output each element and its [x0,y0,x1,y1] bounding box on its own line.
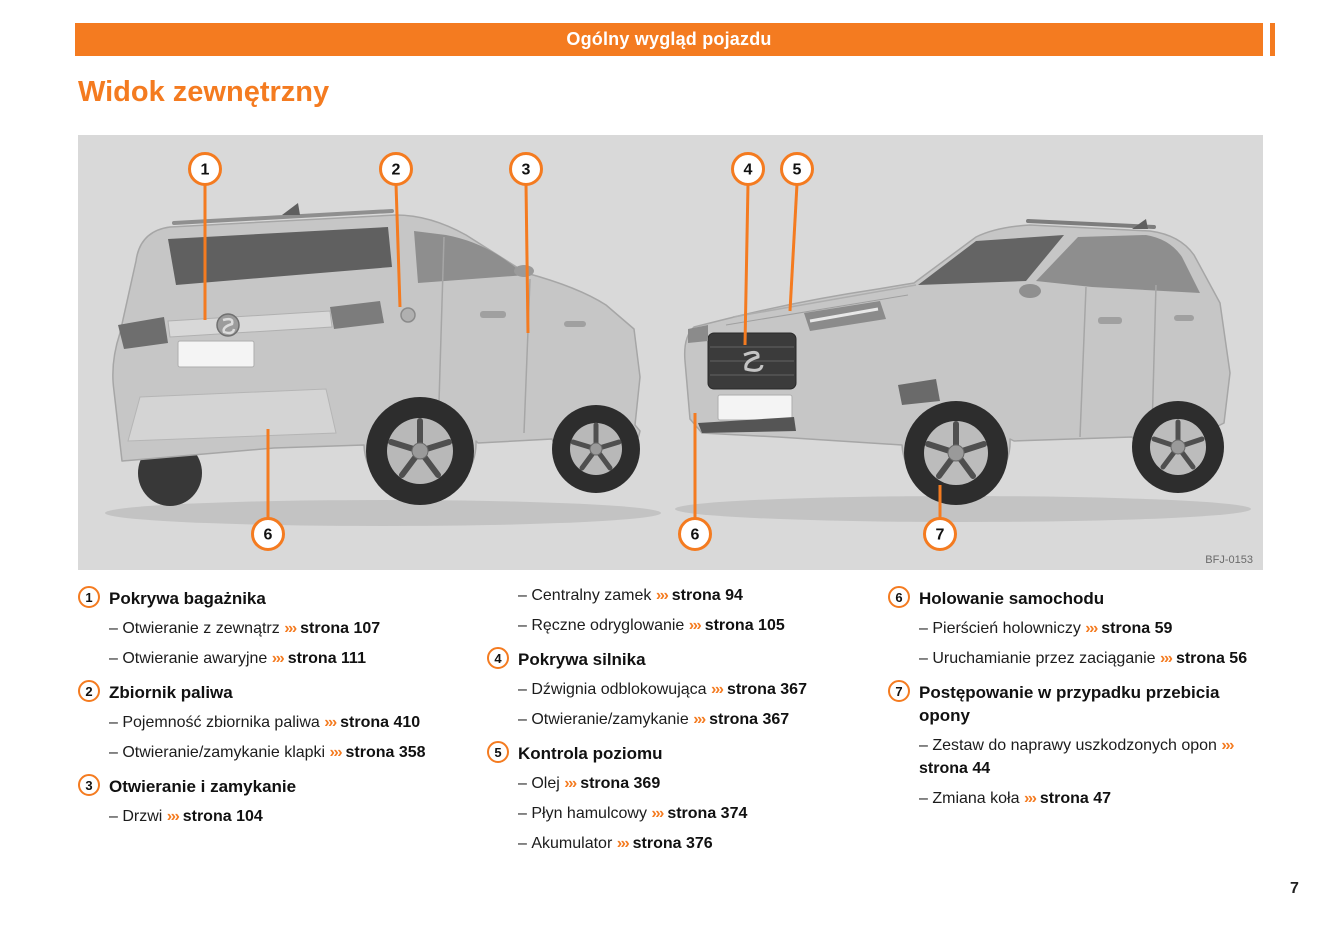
legend-sub-item [78,617,450,640]
legend-item-title: Holowanie samochodu [919,589,1105,608]
chevron-ref-icon: ››› [651,805,663,822]
legend-item-title: Pokrywa bagażnika [109,589,266,608]
section-title: Widok zewnętrzny [78,76,330,108]
chevron-ref-icon: ››› [324,714,336,731]
legend-item [487,647,853,671]
legend-item-number: 3 [78,774,100,796]
dash-bullet: – [919,620,933,637]
dash-bullet: – [109,650,123,667]
chevron-ref-icon: ››› [616,835,629,852]
dash-bullet: – [518,835,532,852]
dash-bullet: – [518,587,532,604]
legend-sub-text: Pierścień holowniczy ››› strona 59 [932,620,1173,637]
legend-sub-text: Płyn hamulcowy ››› strona 374 [531,805,748,822]
figure-code: BFJ-0153 [1205,554,1253,566]
page-edge-tab [1270,23,1275,56]
legend-sub-item [78,805,450,828]
page-reference: strona 374 [667,805,748,822]
legend-item [78,680,450,704]
legend-sub-item [487,614,853,637]
legend-item-number: 5 [487,741,509,763]
legend-item-number: 1 [78,586,100,608]
page-reference: strona 107 [300,620,381,637]
dash-bullet: – [919,650,933,667]
legend-item [78,586,450,610]
chevron-ref-icon: ››› [166,808,179,825]
legend-sub-text: Otwieranie/zamykanie klapki ››› strona 358 [122,744,426,761]
page-reference: strona 111 [287,650,366,667]
legend-item-title: Pokrywa silnika [518,650,646,669]
legend-sub-item [888,787,1263,810]
legend [78,584,1263,904]
legend-item-title: Otwieranie i zamykanie [109,777,297,796]
chevron-ref-icon: ››› [1221,737,1233,754]
legend-column-1 [78,584,450,835]
legend-sub-text: Zmiana koła ››› strona 47 [932,790,1112,807]
dash-bullet: – [518,775,532,792]
chevron-ref-icon: ››› [284,620,296,637]
legend-item-number: 6 [888,586,910,608]
dash-bullet: – [109,620,123,637]
dash-bullet: – [518,805,532,822]
page-reference: strona 369 [580,775,661,792]
page-reference: strona 376 [632,835,713,852]
page-reference: strona 358 [345,744,426,761]
legend-column-3 [888,584,1263,817]
dash-bullet: – [518,711,532,728]
callout-number: 3 [521,161,531,179]
legend-sub-text: Otwieranie z zewnątrz ››› strona 107 [122,620,381,637]
dash-bullet: – [518,681,532,698]
dash-bullet: – [109,714,123,731]
dash-bullet: – [919,737,933,754]
legend-item-number: 4 [487,647,509,669]
chevron-ref-icon: ››› [688,617,701,634]
legend-item [888,680,1263,727]
page-reference: strona 410 [340,714,421,731]
chevron-ref-icon: ››› [271,650,284,667]
vehicle-figure [78,135,1263,570]
legend-sub-item [78,711,450,734]
dash-bullet: – [919,790,933,807]
dash-bullet: – [518,617,532,634]
legend-sub-text: Otwieranie/zamykanie ››› strona 367 [531,711,790,728]
page-number: 7 [1290,880,1299,897]
legend-item-title: Postępowanie w przypadku przebicia opony [919,683,1220,725]
dash-bullet: – [109,744,123,761]
legend-sub-item [888,734,1263,780]
chevron-ref-icon: ››› [711,681,723,698]
page-reference: strona 47 [1039,790,1112,807]
page-reference: strona 94 [671,587,743,604]
legend-sub-text: Pojemność zbiornika paliwa ››› strona 410 [122,714,421,731]
callout-number: 6 [690,526,700,544]
legend-sub-item [487,802,853,825]
callout-number: 1 [200,161,210,179]
page-reference: strona 44 [919,760,991,777]
callout-number: 2 [391,161,401,179]
legend-sub-item [487,772,853,795]
chevron-ref-icon: ››› [1023,790,1036,807]
chapter-header-bar [75,23,1263,56]
page-reference: strona 56 [1175,650,1248,667]
legend-sub-item [78,647,450,670]
callout-line [396,184,400,307]
page-reference: strona 367 [726,681,807,698]
page-reference: strona 104 [182,808,263,825]
legend-item-number: 7 [888,680,910,702]
chevron-ref-icon: ››› [1085,620,1097,637]
page-reference: strona 367 [709,711,790,728]
legend-item-number: 2 [78,680,100,702]
callout-line [526,184,528,333]
legend-sub-item [487,678,853,701]
legend-sub-text: Akumulator ››› strona 376 [531,835,713,852]
legend-column-2 [487,584,853,862]
chevron-ref-icon: ››› [329,744,342,761]
legend-sub-item [487,584,853,607]
legend-item-title: Kontrola poziomu [518,744,663,763]
dash-bullet: – [109,808,123,825]
legend-sub-text: Olej ››› strona 369 [531,775,661,792]
legend-sub-item [888,617,1263,640]
legend-item [78,774,450,798]
callout-number: 7 [935,526,945,544]
legend-item [487,741,853,765]
legend-sub-item [487,708,853,731]
legend-sub-item [888,647,1263,670]
callout-line [745,184,748,345]
callout-line [790,184,797,311]
legend-sub-text: Otwieranie awaryjne ››› strona 111 [122,650,366,667]
legend-sub-text: Uruchamianie przez zaciąganie ››› strona 56 [932,650,1248,667]
legend-item [888,586,1263,610]
chevron-ref-icon: ››› [1160,650,1172,667]
callout-number: 6 [263,526,273,544]
page-reference: strona 105 [704,617,785,634]
legend-sub-text: Dźwignia odblokowująca ››› strona 367 [531,681,807,698]
legend-sub-text: Ręczne odryglowanie ››› strona 105 [531,617,785,634]
chapter-title: Ogólny wygląd pojazdu [566,29,772,49]
legend-sub-item [78,741,450,764]
chevron-ref-icon: ››› [693,711,705,728]
callout-number: 5 [792,161,802,179]
legend-sub-text: Zestaw do naprawy uszkodzonych opon ››› strona 44 [919,737,1233,777]
legend-sub-item [487,832,853,855]
chevron-ref-icon: ››› [564,775,576,792]
callout-number: 4 [743,161,753,179]
legend-sub-text: Centralny zamek ››› strona 94 [531,587,743,604]
legend-sub-text: Drzwi ››› strona 104 [122,808,263,825]
chevron-ref-icon: ››› [655,587,668,604]
page-reference: strona 59 [1101,620,1173,637]
legend-item-title: Zbiornik paliwa [109,683,233,702]
callout-layer [78,135,1263,570]
